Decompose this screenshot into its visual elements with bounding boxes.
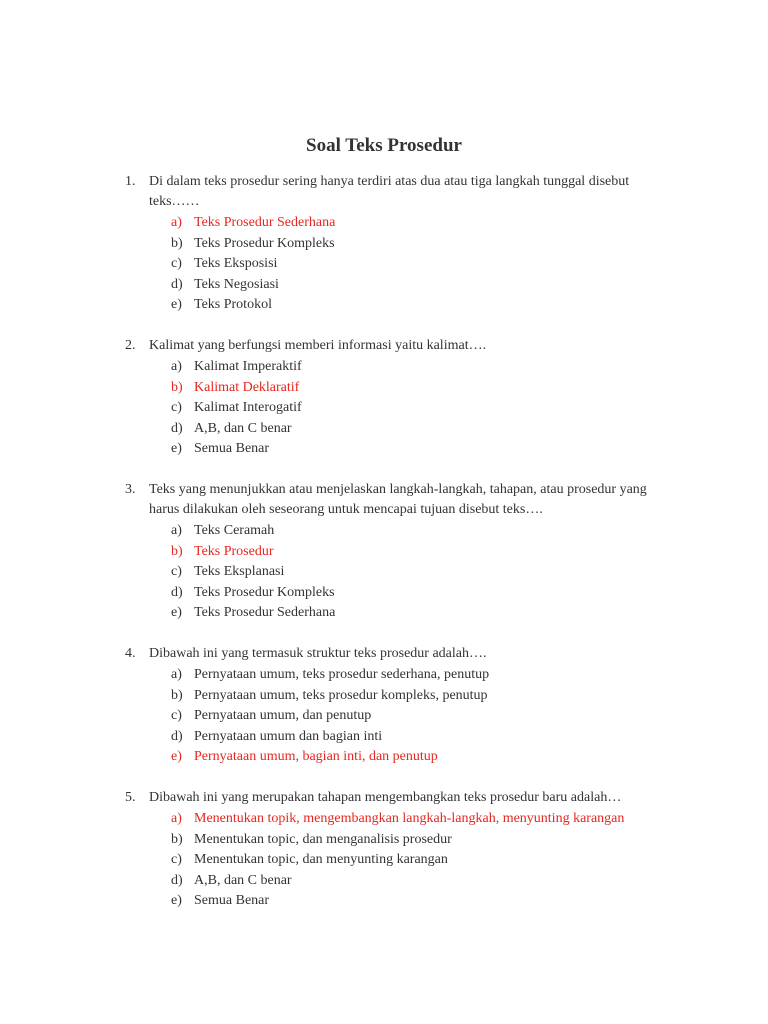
option-a [0,357,768,378]
question-number: 2. [125,338,136,353]
question-number: 5. [125,790,136,805]
option-a [0,521,768,542]
option-text: Teks Eksplanasi [194,564,285,579]
option-b [0,234,768,255]
option-letter: c) [171,400,182,415]
question-number: 3. [125,482,136,497]
option-letter: d) [171,584,183,600]
option-c [0,398,768,419]
option-letter: e) [171,893,182,908]
option-text: Teks Negosiasi [194,276,279,292]
option-text: A,B, dan C benar [194,872,292,888]
option-text: Teks Prosedur [194,543,274,559]
option-text: Pernyataan umum, teks prosedur kompleks, penutup [194,687,488,703]
option-text: Menentukan topic, dan menganalisis prosedur [194,831,452,847]
option-e [0,891,768,912]
option-text: Menentukan topic, dan menyunting karangan [194,852,448,867]
options-list [0,357,768,460]
option-d [0,419,768,440]
option-letter: c) [171,708,182,723]
option-letter: a) [171,215,182,230]
option-text: Teks Prosedur Kompleks [194,235,335,251]
option-letter: a) [171,359,182,374]
option-letter: d) [171,872,183,888]
option-b [0,686,768,707]
option-text: Teks Prosedur Sederhana [194,215,336,230]
option-letter: d) [171,728,183,744]
option-e [0,603,768,624]
question-text: Dibawah ini yang merupakan tahapan mengembangkan teks prosedur baru adalah… [149,790,622,805]
option-letter: b) [171,235,183,251]
question-number: 1. [125,174,136,189]
option-letter: c) [171,256,182,271]
option-a [0,809,768,830]
option-text: Teks Eksposisi [194,256,278,271]
question-text: Dibawah ini yang termasuk struktur teks prosedur adalah…. [149,646,487,661]
option-letter: b) [171,379,183,395]
option-letter: b) [171,831,183,847]
option-text: Pernyataan umum, teks prosedur sederhana, penutup [194,667,490,682]
option-letter: a) [171,811,182,826]
question-text: Kalimat yang berfungsi memberi informasi yaitu kalimat…. [149,338,487,353]
option-text: Teks Protokol [194,297,272,312]
option-letter: e) [171,749,182,764]
option-c [0,850,768,871]
option-letter: d) [171,420,183,436]
option-e [0,747,768,768]
option-letter: a) [171,667,182,682]
option-letter: b) [171,687,183,703]
document-title: Soal Teks Prosedur [306,135,462,156]
option-text: Kalimat Interogatif [194,400,302,415]
option-text: Pernyataan umum, dan penutup [194,708,372,723]
option-text: Kalimat Deklaratif [194,379,300,395]
option-b [0,542,768,563]
option-d [0,583,768,604]
options-list [0,521,768,624]
option-letter: a) [171,523,182,538]
option-d [0,727,768,748]
question-text: Teks yang menunjukkan atau menjelaskan langkah-langkah, tahapan, atau prosedur yang harus dilakukan oleh seseorang untuk mencapai tujuan disebut teks…. [149,482,647,517]
option-a [0,665,768,686]
option-letter: e) [171,441,182,456]
option-text: Pernyataan umum dan bagian inti [194,728,383,744]
option-text: Kalimat Imperaktif [194,359,302,374]
option-c [0,562,768,583]
option-letter: c) [171,564,182,579]
option-letter: e) [171,297,182,312]
option-e [0,295,768,316]
option-text: Teks Ceramah [194,523,275,538]
question-number: 4. [125,646,136,661]
option-text: Menentukan topik, mengembangkan langkah-langkah, menyunting karangan [194,811,625,826]
option-b [0,378,768,399]
option-d [0,871,768,892]
option-text: A,B, dan C benar [194,420,292,436]
option-text: Semua Benar [194,441,270,456]
options-list [0,665,768,768]
option-letter: e) [171,605,182,620]
option-c [0,706,768,727]
option-a [0,213,768,234]
options-list [0,213,768,316]
option-b [0,830,768,851]
option-letter: d) [171,276,183,292]
options-list [0,809,768,912]
question-text: Di dalam teks prosedur sering hanya terdiri atas dua atau tiga langkah tunggal disebut teks…… [149,174,630,209]
option-d [0,275,768,296]
option-text: Teks Prosedur Kompleks [194,584,335,600]
option-text: Teks Prosedur Sederhana [194,605,336,620]
option-c [0,254,768,275]
option-e [0,439,768,460]
option-letter: c) [171,852,182,867]
option-letter: b) [171,543,183,559]
option-text: Semua Benar [194,893,270,908]
option-text: Pernyataan umum, bagian inti, dan penutup [194,749,438,764]
